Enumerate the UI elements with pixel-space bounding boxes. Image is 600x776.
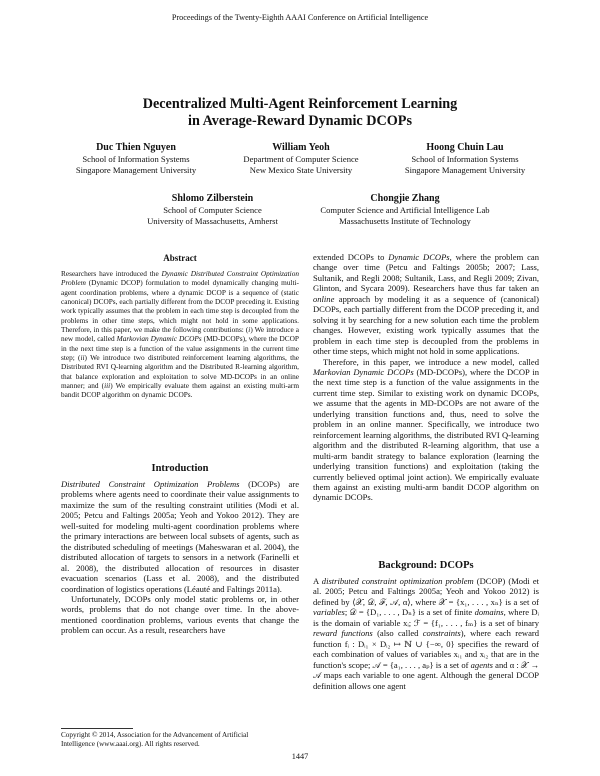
copyright-line: Copyright © 2014, Association for the Advancement of Artificial bbox=[61, 731, 249, 739]
abstract-body bbox=[61, 269, 299, 400]
body-emph: agents bbox=[470, 659, 493, 670]
abstract-text: ) We introduce a new model, called bbox=[61, 325, 300, 344]
introduction-section bbox=[61, 463, 299, 636]
intro-text: (DCOPs) are problems where agents need to coordinate their value assignments to maximize the sum of the resulting constraint utilities (Modi et al. 2005; Petcu and Faltings 2005a; Yeoh and Yokoo 2012). They are well-suited for modeling multi-agent coordination problems where the primary interactions are between local subsets of agents, such as the distributed scheduling of meetings (Maheswaran et al. 2004), the distributed allocation of targets to sensors in a network (Farinelli et al. 2008), the distributed allocation of resources in disaster evacuation scenarios (Lass et al. 2008), and the distributed coordination of logistics operations (Léauté and Faltings 2011a). bbox=[61, 479, 299, 594]
abstract-heading: Abstract bbox=[163, 253, 197, 263]
proceedings-header: Proceedings of the Twenty-Eighth AAAI Conference on Artificial Intelligence bbox=[171, 13, 429, 22]
author-block-1 bbox=[62, 142, 210, 176]
footnote-rule bbox=[61, 728, 133, 729]
abstract-text: Researchers have introduced the bbox=[61, 269, 162, 278]
title-line-1: Decentralized Multi-Agent Reinforcement Learning bbox=[142, 96, 458, 112]
author-affiliation: University of Massachusetts, Amherst bbox=[147, 216, 278, 227]
page-number: 1447 bbox=[291, 752, 309, 761]
body-text: approach by modeling it as a sequence of (canonical) DCOPs, each partially different from the DCOP preceding it, and solving it by searching for a new solution each time the problem changes. However, existing work typically assumes that the problem in each time step is decoupled from the problems in other time steps, which might not hold in some applications. bbox=[313, 293, 539, 357]
body-emph: Dynamic DCOPs bbox=[388, 252, 450, 262]
body-text: extended DCOPs to bbox=[313, 252, 389, 262]
body-emph: Markovian Dynamic DCOPs bbox=[313, 366, 414, 377]
author-affiliation: Department of Computer Science bbox=[243, 154, 359, 164]
body-text: , where Dᵢ is the domain of variable xᵢ; ℱ = {f₁, . . . , fₘ} is a set of binary bbox=[313, 607, 539, 628]
body-text: A bbox=[313, 576, 322, 586]
body-text: ; 𝒟 = {D₁, . . . , Dₙ} is a set of finite bbox=[344, 607, 475, 618]
abstract-emph: Markovian Dynamic DCOPs bbox=[116, 334, 202, 344]
author-name: Duc Thien Nguyen bbox=[96, 142, 176, 153]
background-heading: Background: DCOPs bbox=[378, 560, 474, 571]
right-column-body bbox=[313, 252, 539, 503]
body-text: (DCOP) (Modi et al. 2005; Petcu and Faltings 2005a; Yeoh and Yokoo 2012) is defined by ⟨𝒳, 𝒟, ℱ, 𝒜, α⟩, where 𝒳 = {x₁, . . . , xₙ} is a set of bbox=[313, 576, 539, 607]
contribution-number: i bbox=[248, 325, 251, 335]
author-affiliation: Computer Science and Artificial Intelligence Lab bbox=[320, 205, 490, 215]
author-affiliation: Singapore Management University bbox=[75, 165, 197, 176]
author-affiliation: School of Information Systems bbox=[411, 154, 519, 164]
author-affiliation: New Mexico State University bbox=[249, 165, 353, 176]
abstract-section bbox=[61, 253, 299, 400]
title-line-2: in Average-Reward Dynamic DCOPs bbox=[188, 113, 412, 129]
body-emph: reward functions bbox=[313, 628, 373, 639]
author-block-4 bbox=[130, 193, 295, 227]
body-text: , where the problem can change over time (Petcu and Faltings 2005b; 2007; Lass, Sultanik, and Regli 2008; Sultanik, Lass, and Regli 2009; Zivan, Glinton, and Sycara 2009). Researchers have thus far taken an bbox=[313, 252, 539, 294]
contribution-number: ii bbox=[80, 353, 85, 363]
author-block-2 bbox=[226, 142, 376, 176]
author-affiliation: Massachusetts Institute of Technology bbox=[339, 216, 471, 227]
intro-paragraph-2: Unfortunately, DCOPs only model static problems or, in other words, problems that do not change over time. In the above-mentioned coordination problems, various events that change the problem can occur. As a result, researchers have bbox=[61, 593, 299, 636]
copyright-notice bbox=[61, 731, 299, 749]
introduction-body bbox=[61, 479, 299, 636]
paper-title bbox=[0, 96, 600, 130]
author-affiliation: School of Computer Science bbox=[163, 205, 262, 215]
contribution-number: iii bbox=[104, 381, 111, 391]
intro-emph: Distributed Constraint Optimization Problems bbox=[61, 479, 240, 489]
author-name: William Yeoh bbox=[272, 142, 330, 153]
author-name: Shlomo Zilberstein bbox=[171, 193, 254, 204]
body-emph: domains bbox=[474, 607, 504, 618]
body-text: (MD-DCOPs), where the DCOP in the next time step is a function of the value assignments in the current time step. Similar to existing work on dynamic DCOPs, we assume that the agents in MD-DCOPs are not aware of the underlying transition functions and, thus, need to solve the problem in an online manner. Specifically, we introduce two reinforcement learning algorithms, the distributed RVI Q-learning algorithm and the distributed R-learning algorithm, that use a multi-arm bandit strategy to balance exploration (learning the underlying transition functions) and exploitation (taking the currently believed optimal joint action). We empirically evaluate them against an existing multi-arm bandit DCOP algorithm on dynamic DCOPs. bbox=[313, 366, 539, 503]
author-name: Chongjie Zhang bbox=[370, 193, 440, 204]
author-block-3 bbox=[390, 142, 540, 176]
introduction-heading: Introduction bbox=[151, 463, 209, 474]
author-block-5 bbox=[300, 193, 510, 227]
abstract-text: (Dynamic DCOP) formulation to model dynamically changing multi-agent coordination problems, where a dynamic DCOP is a sequence of (static canonical) DCOPs, each partially different from the DCOP preceding it. Existing work typically assumes that the problem in each time step is decoupled from the problems in other time steps, which might not hold in some applications. Therefore, in this paper, we make the following contributions: ( bbox=[61, 278, 299, 335]
body-text: (also called bbox=[372, 628, 423, 639]
body-emph: online bbox=[313, 293, 335, 304]
author-name: Hoong Chuin Lau bbox=[426, 142, 504, 153]
abstract-text: ) We empirically evaluate them against an existing multi-arm bandit DCOP algorithm on dynamic DCOPs. bbox=[61, 381, 299, 400]
background-body bbox=[313, 576, 539, 691]
body-text: ), where each reward function fᵢ : Dᵢ₁ × Dᵢ₂ ↦ ℕ ∪ {−∞, 0} specifies the reward of each combination of values of variables xᵢ₁ and xᵢ₂ that are in the function's scope; 𝒜 = {a₁, . . . , aₚ} is a set of bbox=[313, 628, 539, 670]
body-emph: constraints bbox=[422, 628, 461, 639]
author-affiliation: School of Information Systems bbox=[82, 154, 190, 164]
abstract-text: ) We introduce two distributed reinforcement learning algorithms, the Distributed RVI Q-learning algorithm and the Distributed R-learning algorithm, that balance exploration and exploitation to solve MD-DCOPs in an online manner; and ( bbox=[61, 353, 299, 391]
copyright-line: Intelligence (www.aaai.org). All rights reserved. bbox=[61, 740, 200, 748]
abstract-text: (MD-DCOPs), where the DCOP in the next time step is a function of the value assignments in the current time step; ( bbox=[61, 334, 299, 363]
body-text: Therefore, in this paper, we introduce a new model, called bbox=[323, 356, 539, 367]
body-text: and α : 𝒳 → 𝒜 maps each variable to one agent. Although the general DCOP definition allows one agent bbox=[313, 659, 539, 691]
body-emph: distributed constraint optimization problem bbox=[321, 576, 474, 586]
author-affiliation: Singapore Management University bbox=[404, 165, 526, 176]
abstract-emph: Dynamic Distributed Constraint Optimization Problem bbox=[61, 269, 299, 288]
background-section bbox=[313, 560, 539, 691]
body-emph: variables bbox=[313, 607, 345, 618]
